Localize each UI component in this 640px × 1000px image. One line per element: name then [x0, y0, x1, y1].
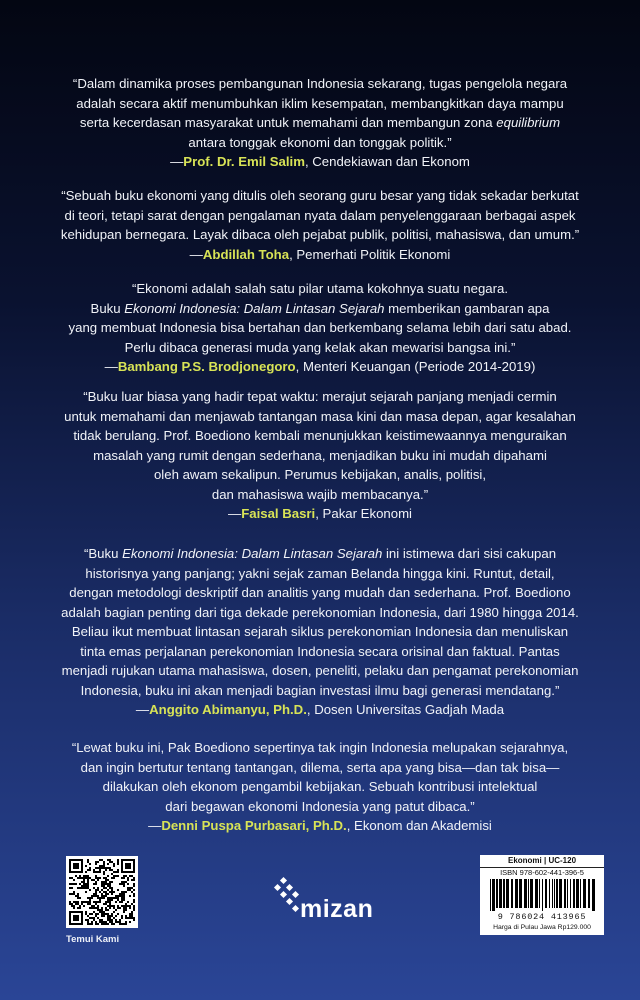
endorser-name: Abdillah Toha	[202, 246, 290, 262]
quote-attribution	[40, 152, 600, 172]
quote-line	[40, 206, 600, 226]
quote-text: “Buku	[83, 546, 123, 561]
quote-text: dengan metodologi deskriptif dan analitis yang mudah dan sederhana. Prof. Boediono	[69, 585, 571, 600]
quote-text: Perlu dibaca generasi muda yang kelak akan mewarisi bangsa ini.”	[124, 339, 516, 355]
quote-text: —	[189, 246, 203, 262]
quote-text: tinta emas perjalanan perekonomian Indonesia secara orisinal dan faktual. Pantas	[80, 643, 560, 659]
quote-line	[40, 642, 600, 662]
quote-text: menjadi rujukan utama mahasiswa, dosen, peneliti, pelaku dan pengamat perekonomian	[61, 663, 579, 678]
endorser-name: Prof. Dr. Emil Salim	[183, 154, 305, 169]
quote-text: tidak berulang. Prof. Boediono kembali menunjukkan keistimewaannya menguraikan	[73, 428, 567, 443]
quote-text: dari begawan ekonomi Indonesia yang patut dibaca.”	[165, 798, 475, 814]
quote-line	[40, 318, 600, 338]
barcode-icon	[486, 879, 598, 911]
qr-section	[66, 856, 138, 945]
quote-text: —	[104, 359, 118, 374]
quote-text: Beliau ikut membuat lintasan sejarah siklus perekonomian Indonesia dan menuliskan	[71, 624, 569, 639]
quote-text: dan ingin bertutur tentang tantangan, dilema, serta apa yang bisa—dan tak bisa—	[80, 759, 560, 775]
quote-line	[40, 407, 600, 427]
quote-line	[40, 338, 600, 358]
endorser-name: Anggito Abimanyu, Ph.D.	[149, 702, 307, 717]
quote-text: , Cendekiawan dan Ekonom	[304, 154, 470, 169]
book-title-italic: equilibrium	[496, 115, 561, 130]
quote-line	[40, 426, 600, 446]
mizan-logo-icon	[272, 876, 302, 926]
quote-text: “Sebuah buku ekonomi yang ditulis oleh seorang guru besar yang tidak sekadar berkutat	[61, 188, 579, 203]
quote-text: serta kecerdasan masyarakat untuk memahami dan membangun zona	[79, 115, 497, 130]
barcode-panel	[480, 855, 604, 935]
quote-line	[40, 133, 600, 153]
quote-line	[40, 299, 600, 319]
quote-text: , Ekonom dan Akademisi	[346, 818, 492, 833]
book-title-italic: Ekonomi Indonesia: Dalam Lintasan Sejarah	[122, 546, 383, 561]
quote-line	[40, 661, 600, 681]
endorsement-quote-faisal-basri	[40, 387, 600, 524]
publisher-logo	[272, 876, 392, 926]
quote-line	[40, 797, 600, 817]
quote-line	[40, 758, 600, 778]
quote-text: , Menteri Keuangan (Periode 2014-2019)	[295, 359, 536, 374]
quote-attribution	[40, 245, 600, 265]
quote-line	[40, 113, 600, 133]
quote-text: kehidupan bernegara. Layak dibaca oleh pejabat publik, politisi, mahasiswa, dan umum.”	[60, 227, 580, 242]
quote-line	[40, 186, 600, 206]
endorser-name: Bambang P.S. Brodjonegoro	[117, 359, 296, 374]
quote-attribution	[40, 504, 600, 524]
qr-code-icon[interactable]	[66, 856, 138, 928]
quote-text: adalah secara aktif menumbuhkan iklim kesempatan, membangkitkan daya mampu	[76, 95, 564, 111]
barcode-digits: 9 786024 413965	[497, 912, 587, 922]
quote-text: untuk memahami dan menjawab tantangan masa kini dan masa depan, agar kesalahan	[64, 408, 576, 424]
endorsement-quote-abdillah-toha	[40, 186, 600, 264]
quote-text: Buku	[90, 300, 125, 316]
quote-text: , Pakar Ekonomi	[315, 506, 412, 521]
quote-line	[40, 622, 600, 642]
quote-text: dan mahasiswa wajib membacanya.”	[211, 486, 429, 502]
quote-text: ini istimewa dari sisi cakupan	[382, 546, 557, 561]
publisher-name: mizan	[300, 895, 374, 923]
quote-text: “Lewat buku ini, Pak Boediono sepertinya tak ingin Indonesia melupakan sejarahnya,	[71, 740, 569, 755]
quote-line	[40, 738, 600, 758]
quote-text: —	[148, 818, 162, 833]
quote-line	[40, 446, 600, 466]
quote-text: “Dalam dinamika proses pembangunan Indonesia sekarang, tugas pengelola negara	[72, 76, 568, 91]
quote-text: oleh awam sekalipun. Perumus kebijakan, analis, politisi,	[153, 467, 487, 482]
quote-text: , Dosen Universitas Gadjah Mada	[306, 702, 505, 717]
isbn-number: ISBN 978-602-441-396-5	[500, 868, 584, 877]
book-title-italic: Ekonomi Indonesia: Dalam Lintasan Sejarah	[124, 300, 385, 316]
quote-text: masalah yang rumit dengan sederhana, menjadikan buku ini mudah dipahami	[93, 447, 547, 463]
quote-text: —	[228, 506, 242, 521]
quote-text: —	[170, 154, 184, 169]
endorsement-quote-anggito-abimanyu	[40, 544, 600, 720]
quote-text: adalah bagian penting dari tiga dekade perekonomian Indonesia, dari 1980 hingga 2014.	[61, 604, 579, 620]
quote-attribution	[40, 357, 600, 377]
endorser-name: Denni Puspa Purbasari, Ph.D.	[161, 818, 347, 833]
quote-attribution	[40, 816, 600, 836]
quote-text: “Buku luar biasa yang hadir tepat waktu: merajut sejarah panjang menjadi cermin	[83, 389, 557, 404]
quote-line	[40, 583, 600, 603]
quote-line	[40, 94, 600, 114]
quote-text: , Pemerhati Politik Ekonomi	[289, 246, 451, 262]
book-category: Ekonomi | UC-120	[480, 855, 604, 868]
quote-line	[40, 485, 600, 505]
quote-line	[40, 387, 600, 407]
quote-attribution	[40, 700, 600, 720]
quote-line	[40, 465, 600, 485]
endorsement-quote-bambang-brodjonegoro	[40, 279, 600, 377]
quote-line	[40, 564, 600, 584]
qr-label: Temui Kami	[66, 934, 120, 945]
price-label: Harga di Pulau Jawa Rp129.000	[493, 924, 591, 931]
quote-text: antara tonggak ekonomi dan tonggak politik.”	[188, 134, 452, 150]
quote-text: memberikan gambaran apa	[384, 300, 550, 316]
quote-line	[40, 681, 600, 701]
endorser-name: Faisal Basri	[241, 506, 316, 521]
quote-line	[40, 544, 600, 564]
quote-line	[40, 225, 600, 245]
quote-text: dilakukan oleh ekonom pengambil kebijakan. Sebuah kontribusi intelektual	[102, 779, 538, 794]
quote-text: Indonesia, buku ini akan menjadi bagian investasi ilmu bagi generasi mendatang.”	[80, 682, 560, 698]
endorsement-quote-emil-salim	[40, 74, 600, 172]
quote-line	[40, 74, 600, 94]
endorsement-quote-denni-purbasari	[40, 738, 600, 836]
quote-line	[40, 603, 600, 623]
quote-text: historisnya yang panjang; yakni sejak zaman Belanda hingga kini. Runtut, detail,	[85, 565, 555, 581]
quote-text: yang membuat Indonesia bisa bertahan dan berkembang selama lebih dari satu abad.	[68, 320, 572, 335]
quote-line	[40, 279, 600, 299]
quote-text: di teori, tetapi sarat dengan pengalaman nyata dalam penyelenggaraan berbagai aspek	[64, 207, 576, 223]
quote-line	[40, 777, 600, 797]
quote-text: “Ekonomi adalah salah satu pilar utama kokohnya suatu negara.	[131, 281, 509, 296]
quote-text: —	[135, 702, 150, 717]
